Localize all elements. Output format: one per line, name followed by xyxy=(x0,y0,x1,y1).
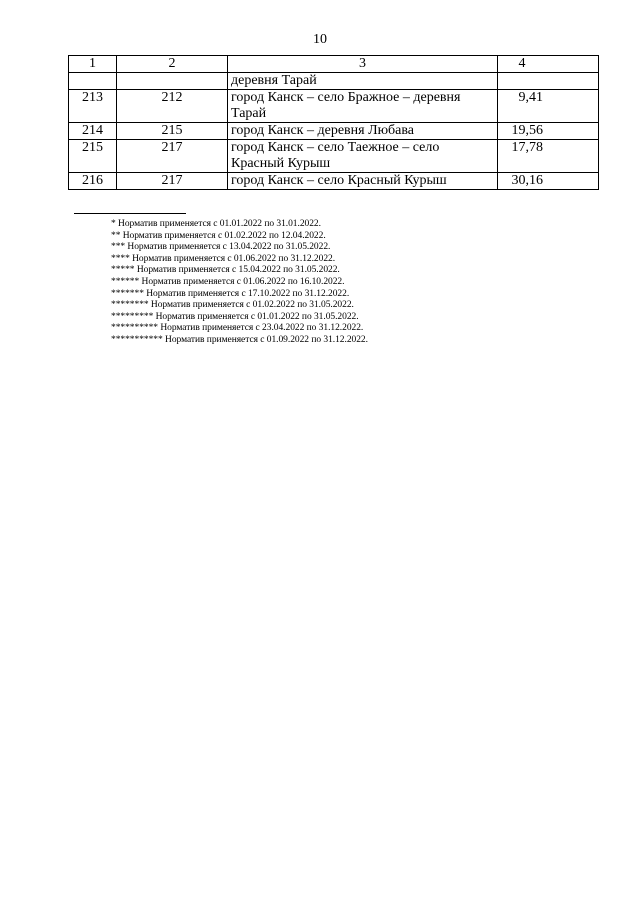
footnote: *** Норматив применяется с 13.04.2022 по 31.05.2022. xyxy=(111,242,331,253)
footnotes xyxy=(111,219,368,347)
route-name-cell: деревня Тарай xyxy=(228,73,498,90)
route-name-cell: город Канск – деревня Любава xyxy=(228,123,498,140)
footnote: ******* Норматив применяется с 17.10.2022 по 31.12.2022. xyxy=(111,288,350,299)
table-row xyxy=(69,140,599,173)
header-col-4: 4 xyxy=(498,56,599,73)
table-row xyxy=(69,73,599,90)
table-row xyxy=(69,123,599,140)
row-number-cell: 213 xyxy=(69,90,117,123)
footnote: ** Норматив применяется с 01.02.2022 по 12.04.2022. xyxy=(111,230,326,241)
route-number-cell: 217 xyxy=(117,140,228,173)
footnote: ********** Норматив применяется с 23.04.2022 по 31.12.2022. xyxy=(111,323,364,334)
table-row xyxy=(69,90,599,123)
value-cell: 30,16 xyxy=(498,173,599,190)
header-col-1: 1 xyxy=(69,56,117,73)
route-name-cell: город Канск – село Красный Курыш xyxy=(228,173,498,190)
page-number: 10 xyxy=(313,32,327,47)
footnote: ****** Норматив применяется с 01.06.2022 по 16.10.2022. xyxy=(111,276,345,287)
table-header-row xyxy=(69,56,599,73)
row-number-cell: 214 xyxy=(69,123,117,140)
row-number-cell xyxy=(69,73,117,90)
footnote-separator xyxy=(74,213,186,214)
header-col-3: 3 xyxy=(228,56,498,73)
value-cell: 17,78 xyxy=(498,140,599,173)
row-number-cell: 216 xyxy=(69,173,117,190)
route-name-cell: город Канск – село Таежное – село Красный Курыш xyxy=(228,140,498,173)
footnote: *********** Норматив применяется с 01.09.2022 по 31.12.2022. xyxy=(111,334,368,345)
row-number-cell: 215 xyxy=(69,140,117,173)
route-number-cell xyxy=(117,73,228,90)
value-cell: 9,41 xyxy=(498,90,599,123)
route-name-cell: город Канск – село Бражное – деревня Тарай xyxy=(228,90,498,123)
table-row xyxy=(69,173,599,190)
footnote: ********* Норматив применяется с 01.01.2022 по 31.05.2022. xyxy=(111,311,359,322)
route-number-cell: 215 xyxy=(117,123,228,140)
header-col-2: 2 xyxy=(117,56,228,73)
footnote: ***** Норматив применяется с 15.04.2022 по 31.05.2022. xyxy=(111,265,340,276)
distance-table xyxy=(68,55,599,190)
footnote: ******** Норматив применяется с 01.02.2022 по 31.05.2022. xyxy=(111,300,354,311)
footnote: **** Норматив применяется с 01.06.2022 по 31.12.2022. xyxy=(111,253,336,264)
footnote: * Норматив применяется с 01.01.2022 по 31.01.2022. xyxy=(111,219,321,229)
value-cell xyxy=(498,73,599,90)
value-cell: 19,56 xyxy=(498,123,599,140)
route-number-cell: 217 xyxy=(117,173,228,190)
route-number-cell: 212 xyxy=(117,90,228,123)
